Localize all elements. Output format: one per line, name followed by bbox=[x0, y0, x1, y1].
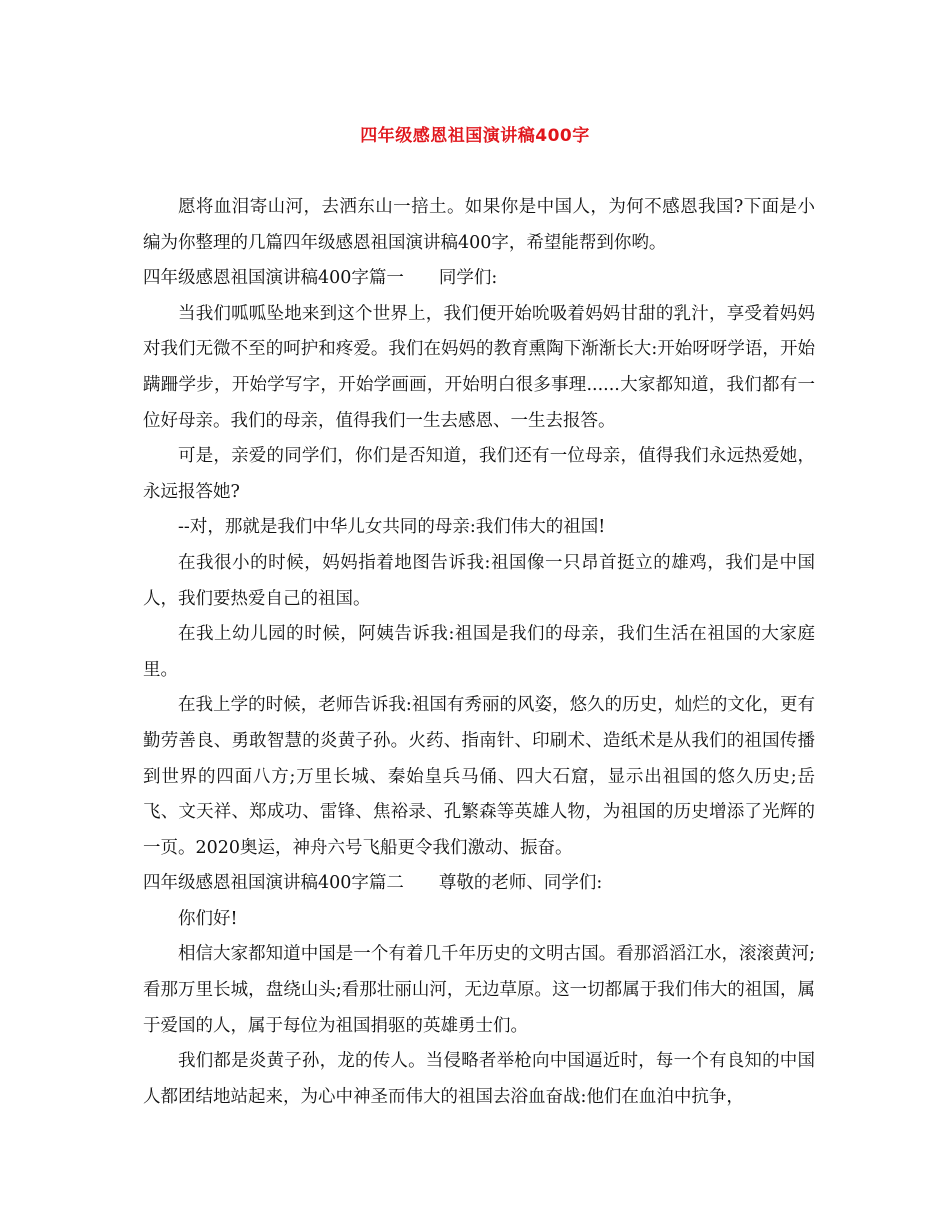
paragraph: 在我很小的时候，妈妈指着地图告诉我:祖国像一只昂首挺立的雄鸡，我们是中国人，我们要热爱自己的祖国。 bbox=[143, 552, 815, 609]
paragraph: 可是，亲爱的同学们，你们是否知道，我们还有一位母亲，值得我们永远热爱她，永远报答她? bbox=[143, 446, 815, 502]
paragraph: 当我们呱呱坠地来到这个世界上，我们便开始吮吸着妈妈甘甜的乳汁，享受着妈妈对我们无微不至的呵护和疼爱。我们在妈妈的教育熏陶下渐渐长大:开始呀呀学语，开始蹒跚学步，开始学写字，开始学画画，开始明白很多事理......大家都知道，我们都有一位好母亲。我们的母亲，值得我们一生去感恩、一生去报答。 bbox=[143, 303, 815, 431]
paragraph-intro: 愿将血泪寄山河，去洒东山一掊土。如果你是中国人，为何不感恩我国?下面是小编为你整理的几篇四年级感恩祖国演讲稿400字，希望能帮到你哟。 bbox=[143, 197, 815, 253]
paragraph: --对，那就是我们中华儿女共同的母亲:我们伟大的祖国! bbox=[178, 517, 606, 538]
paragraph: 在我上学的时候，老师告诉我:祖国有秀丽的风姿，悠久的历史，灿烂的文化，更有勤劳善良、勇敢智慧的炎黄子孙。火药、指南针、印刷术、造纸术是从我们的祖国传播到世界的四面八方;万里长城、秦始皇兵马俑、四大石窟，显示出祖国的悠久历史;岳飞、文天祥、郑成功、雷锋、焦裕录、孔繁森等英雄人物，为祖国的历史增添了光辉的一页。2020奥运，神舟六号飞船更令我们激动、振奋。 bbox=[143, 695, 815, 858]
document-body bbox=[143, 190, 815, 1115]
paragraph: 相信大家都知道中国是一个有着几千年历史的文明古国。看那滔滔江水，滚滚黄河;看那万里长城，盘绕山头;看那壮丽山河，无边草原。这一切都属于我们伟大的祖国，属于爱国的人，属于每位为祖国捐驱的英雄勇士们。 bbox=[143, 944, 815, 1036]
paragraph: 在我上幼儿园的时候，阿姨告诉我:祖国是我们的母亲，我们生活在祖国的大家庭里。 bbox=[143, 624, 815, 680]
document-title: 四年级感恩祖国演讲稿400字 bbox=[360, 126, 590, 146]
paragraph: 我们都是炎黄子孙，龙的传人。当侵略者举枪向中国逼近时，每一个有良知的中国人都团结地站起来，为心中神圣而伟大的祖国去浴血奋战:他们在血泊中抗争， bbox=[143, 1051, 815, 1107]
section-heading-2: 四年级感恩祖国演讲稿400字篇二 尊敬的老师、同学们: bbox=[143, 873, 603, 894]
paragraph: 你们好! bbox=[178, 908, 238, 929]
section-heading-1: 四年级感恩祖国演讲稿400字篇一 同学们: bbox=[143, 268, 498, 289]
